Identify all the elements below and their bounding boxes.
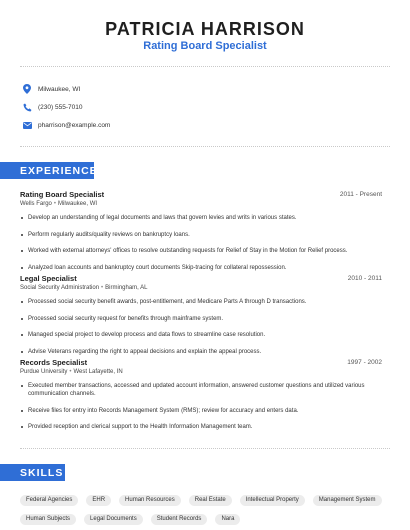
- skill-chip: Federal Agencies: [20, 495, 78, 506]
- skill-chip: Management System: [313, 495, 382, 506]
- skill-chip: Real Estate: [189, 495, 232, 506]
- job-title: Rating Board Specialist: [20, 190, 105, 199]
- email-link[interactable]: pharrison@example.com: [38, 121, 111, 129]
- job-bullet: Managed special project to develop process and data flows to streamline case resolution.: [20, 331, 382, 339]
- job-bullet: Provided reception and clerical support to the Health Information Management team.: [20, 423, 382, 431]
- location-text: Milwaukee, WI: [38, 85, 81, 93]
- job-entry: [20, 274, 382, 364]
- job-dates: 1997 - 2002: [347, 359, 382, 366]
- job-bullet: Analyzed loan accounts and bankruptcy court documents Skip-tracing for collateral repossession.: [20, 264, 382, 272]
- envelope-icon: [22, 120, 32, 130]
- skill-chip: Legal Documents: [84, 514, 143, 525]
- job-entry: [20, 190, 382, 280]
- job-location: West Lafayette, IN: [73, 369, 123, 375]
- section-heading-skills: SKILLS: [0, 464, 65, 481]
- job-bullet: Executed member transactions, accessed and updated account information, answered customer questions and utilized various communication channels.: [20, 382, 382, 398]
- job-employer: Purdue University • West Lafayette, IN: [20, 369, 123, 375]
- job-company: Wells Fargo: [20, 201, 52, 207]
- candidate-title: Rating Board Specialist: [143, 40, 267, 52]
- divider: [20, 66, 390, 67]
- contact-location: [22, 82, 80, 96]
- skills-list: [20, 495, 400, 530]
- phone-text: (230) 555-7010: [38, 103, 83, 111]
- job-employer: Social Security Administration • Birmingham, AL: [20, 285, 148, 291]
- job-bullet: Receive files for entry into Records Management System (RMS); review for accuracy and enters data.: [20, 407, 382, 415]
- job-title: Legal Specialist: [20, 274, 77, 283]
- location-pin-icon: [22, 84, 32, 94]
- phone-icon: [22, 102, 32, 112]
- job-bullets: [20, 214, 382, 272]
- skill-chip: Student Records: [151, 514, 208, 525]
- job-dates: 2010 - 2011: [347, 275, 382, 282]
- job-bullet: Advise Veterans regarding the right to appeal decisions and explain the appeal process.: [20, 348, 382, 356]
- contact-email[interactable]: [22, 118, 110, 132]
- job-employer: Wells Fargo • Milwaukee, WI: [20, 201, 98, 207]
- skill-chip: Intellectual Property: [240, 495, 305, 506]
- divider: [20, 448, 390, 449]
- job-company: Purdue University: [20, 369, 68, 375]
- job-bullet: Perform regularly audits/quality reviews on bankruptcy loans.: [20, 231, 382, 239]
- skill-chip: EHR: [86, 495, 111, 506]
- skill-chip: Nara: [215, 514, 240, 525]
- candidate-name: PATRICIA HARRISON: [105, 19, 305, 39]
- contact-phone: [22, 100, 82, 114]
- divider: [20, 146, 390, 147]
- job-company: Social Security Administration: [20, 285, 100, 291]
- job-entry: [20, 358, 382, 440]
- job-dates: 2011 - Present: [339, 191, 382, 198]
- job-bullet: Worked with external attorneys' offices to resolve outstanding requests for Relief of Stay in the Motion for Relief process.: [20, 247, 382, 255]
- job-bullet: Processed social security benefit awards, post-entitlement, and Medicare Parts A through D transactions.: [20, 298, 382, 306]
- job-bullet: Develop an understanding of legal documents and laws that govern levies and writs in various states.: [20, 214, 382, 222]
- section-heading-experience: EXPERIENCE: [0, 162, 94, 179]
- job-location: Birmingham, AL: [105, 285, 148, 291]
- skill-chip: Human Resources: [119, 495, 181, 506]
- job-location: Milwaukee, WI: [58, 201, 98, 207]
- job-bullets: [20, 298, 382, 356]
- skill-chip: Human Subjects: [20, 514, 76, 525]
- job-title: Records Specialist: [20, 358, 88, 367]
- job-bullet: Processed social security request for benefits through mainframe system.: [20, 315, 382, 323]
- job-bullets: [20, 382, 382, 431]
